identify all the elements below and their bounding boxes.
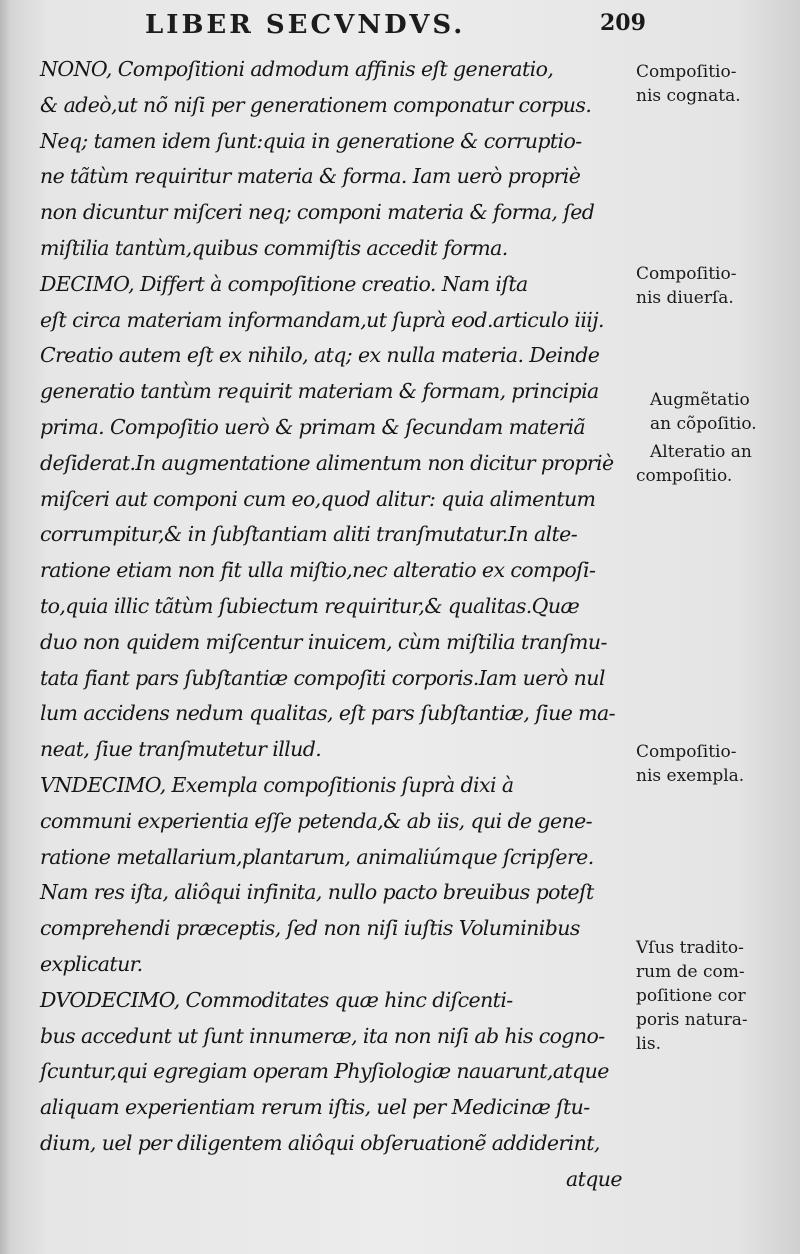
text-line: ratione metallarium,plantarum, animaliúmque ſcripſere. (40, 844, 594, 869)
marginal-note-line: an cõpoſitio. (650, 414, 757, 434)
marginal-note-line: compoſitio. (636, 466, 733, 486)
marginal-note-line: Alteratio an (650, 442, 752, 462)
marginal-note-line: Compoſitio- (636, 742, 737, 762)
marginal-note (636, 936, 796, 1056)
text-line: corrumpitur,& in ſubſtantiam aliti tranſmutatur.In alte- (40, 522, 578, 547)
text-line: prima. Compoſitio uerò & primam & ſecundam materiã (40, 414, 586, 439)
text-line: explicatur. (40, 951, 143, 976)
marginal-note-line: poris natura- (636, 1010, 748, 1030)
marginal-note-line: Compoſitio- (636, 62, 737, 82)
text-line: ratione etiam non fit ulla miſtio,nec alteratio ex compoſi- (40, 558, 596, 583)
marginal-note-line: nis cognata. (636, 86, 741, 106)
text-line: miſtilia tantùm,quibus commiſtis accedit forma. (40, 235, 508, 260)
marginal-note-line: Vſus tradito- (636, 938, 744, 958)
text-line: miſceri aut componi cum eo,quod alitur: quia alimentum (40, 486, 596, 511)
running-title: LIBER SECVNDVS. (145, 10, 466, 40)
text-line: comprehendi præceptis, ſed non niſi iuſtis Voluminibus (40, 916, 580, 941)
marginal-note-line: nis exempla. (636, 766, 745, 786)
text-line: to,quia illic tãtùm ſubiectum requiritur,& qualitas.Quæ (40, 593, 580, 618)
marginal-note-line: nis diuerſa. (636, 288, 734, 308)
text-line: lum accidens nedum qualitas, eſt pars ſubſtantiæ, ſiue ma- (40, 701, 615, 726)
marginal-note (636, 60, 796, 108)
marginal-note (636, 262, 796, 310)
marginal-note (650, 388, 800, 436)
marginal-note (636, 740, 796, 788)
text-line: generatio tantùm requirit materiam & formam, principia (40, 379, 599, 404)
marginal-note-line: rum de com- (636, 962, 745, 982)
text-line: Neq; tamen idem ſunt:quia in generatione & corruptio- (40, 128, 582, 153)
text-line: DECIMO, Differt à compoſitione creatio. Nam iſta (40, 271, 528, 296)
text-line: Nam res iſta, aliôqui infinita, nullo pacto breuibus poteſt (40, 880, 594, 905)
page-number: 209 (600, 10, 646, 36)
text-line: VNDECIMO, Exempla compoſitionis ſuprà dixi à (40, 772, 514, 797)
text-line: non dicuntur miſceri neq; componi materia & forma, ſed (40, 200, 595, 225)
text-line: communi experientia eſſe petenda,& ab iis, qui de gene- (40, 808, 592, 833)
text-line: NONO, Compoſitioni admodum affinis eſt generatio, (40, 57, 554, 81)
text-line: tata fiant pars ſubſtantiæ compoſiti corporis.Iam uerò nul (40, 665, 605, 690)
main-text-block (40, 52, 630, 1198)
text-line: deſiderat.In augmentatione alimentum non dicitur propriè (40, 450, 614, 475)
text-line: DVODECIMO, Commoditates quæ hinc diſcenti- (40, 987, 513, 1012)
text-line: eſt circa materiam informandam,ut ſuprà eod.articulo iiij. (40, 307, 604, 332)
text-line: Creatio autem eſt ex nihilo, atq; ex nulla materia. Deinde (40, 343, 600, 368)
page-gutter-shadow (0, 0, 10, 1254)
text-line: ne tãtùm requiritur materia & forma. Iam uerò propriè (40, 164, 581, 189)
marginal-note-line: Augmẽtatio (650, 390, 750, 410)
text-line: atque (566, 1166, 622, 1191)
text-line: dium, uel per diligentem aliôqui obſeruationẽ addiderint, (40, 1130, 600, 1155)
text-line: duo non quidem miſcentur inuicem, cùm miſtilia tranſmu- (40, 629, 607, 654)
marginal-note-line: Compoſitio- (636, 264, 737, 284)
text-line: ſcuntur,qui egregiam operam Phyſiologiæ nauarunt,atque (40, 1059, 609, 1084)
marginal-note (636, 440, 796, 488)
marginal-note-line: lis. (636, 1034, 662, 1054)
text-line: neat, ſiue tranſmutetur illud. (40, 737, 322, 762)
text-line: & adeò,ut nõ niſi per generationem componatur corpus. (40, 92, 592, 117)
marginal-note-line: poſitione cor (636, 986, 746, 1006)
text-line: bus accedunt ut ſunt innumeræ, ita non niſi ab his cogno- (40, 1023, 605, 1048)
text-line: aliquam experientiam rerum iſtis, uel per Medicinæ ſtu- (40, 1095, 590, 1120)
